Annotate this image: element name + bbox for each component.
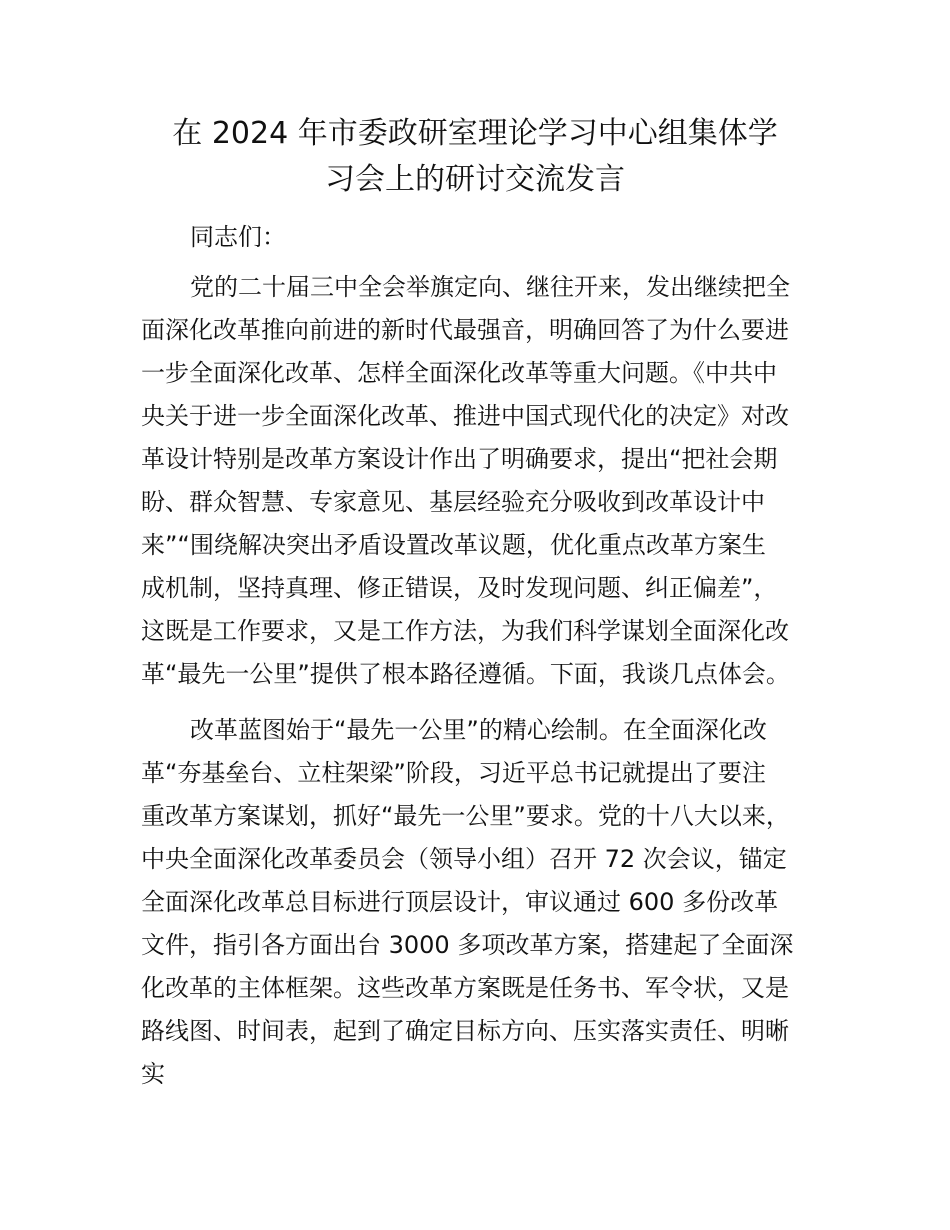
- paragraph-1-line-4: 央关于进一步全面深化改革、推进中国式现代化的决定》对改: [141, 402, 789, 430]
- paragraph-1-line-1: 党的二十届三中全会举旗定向、继往开来，发出继续把全: [190, 273, 790, 301]
- paragraph-1-line-8: 成机制，坚持真理、修正错误，及时发现问题、纠正偏差”，: [141, 574, 778, 602]
- paragraph-2-line-6: 文件，指引各方面出台 3000 多项改革方案，搭建起了全面深: [141, 931, 794, 959]
- paragraph-2-line-8: 路线图、时间表，起到了确定目标方向、压实落实责任、明晰: [141, 1017, 789, 1045]
- paragraph-1-line-6: 盼、群众智慧、专家意见、基层经验充分吸收到改革设计中: [141, 488, 765, 516]
- paragraph-2-line-4: 中央全面深化改革委员会（领导小组）召开 72 次会议，锚定: [141, 845, 787, 873]
- paragraph-1-line-5: 革设计特别是改革方案设计作出了明确要求，提出“把社会期: [141, 445, 778, 473]
- paragraph-2-line-1: 改革蓝图始于“最先一公里”的精心绘制。在全面深化改: [190, 716, 767, 744]
- paragraph-1-line-9: 这既是工作要求，又是工作方法，为我们科学谋划全面深化改: [141, 617, 789, 645]
- paragraph-2-line-9: 实: [141, 1060, 165, 1088]
- paragraph-2-line-7: 化改革的主体框架。这些改革方案既是任务书、军令状，又是: [141, 974, 789, 1002]
- paragraph-1-line-2: 面深化改革推向前进的新时代最强音，明确回答了为什么要进: [141, 316, 789, 344]
- document-title-line-1: 在 2024 年市委政研室理论学习中心组集体学: [172, 116, 778, 151]
- paragraph-1-line-10: 革“最先一公里”提供了根本路径遵循。下面，我谈几点体会。: [141, 660, 790, 688]
- paragraph-2-line-3: 重改革方案谋划，抓好“最先一公里”要求。党的十八大以来，: [141, 802, 790, 830]
- paragraph-2-line-5: 全面深化改革总目标进行顶层设计，审议通过 600 多份改革: [141, 888, 779, 916]
- paragraph-1-line-7: 来”“围绕解决突出矛盾设置改革议题，优化重点改革方案生: [141, 531, 766, 559]
- salutation: 同志们：: [190, 223, 286, 251]
- document-title-line-2: 习会上的研讨交流发言: [325, 162, 625, 197]
- paragraph-2-line-2: 革“夯基垒台、立柱架梁”阶段，习近平总书记就提出了要注: [141, 759, 766, 787]
- paragraph-1-line-3: 一步全面深化改革、怎样全面深化改革等重大问题。《中共中: [141, 359, 777, 387]
